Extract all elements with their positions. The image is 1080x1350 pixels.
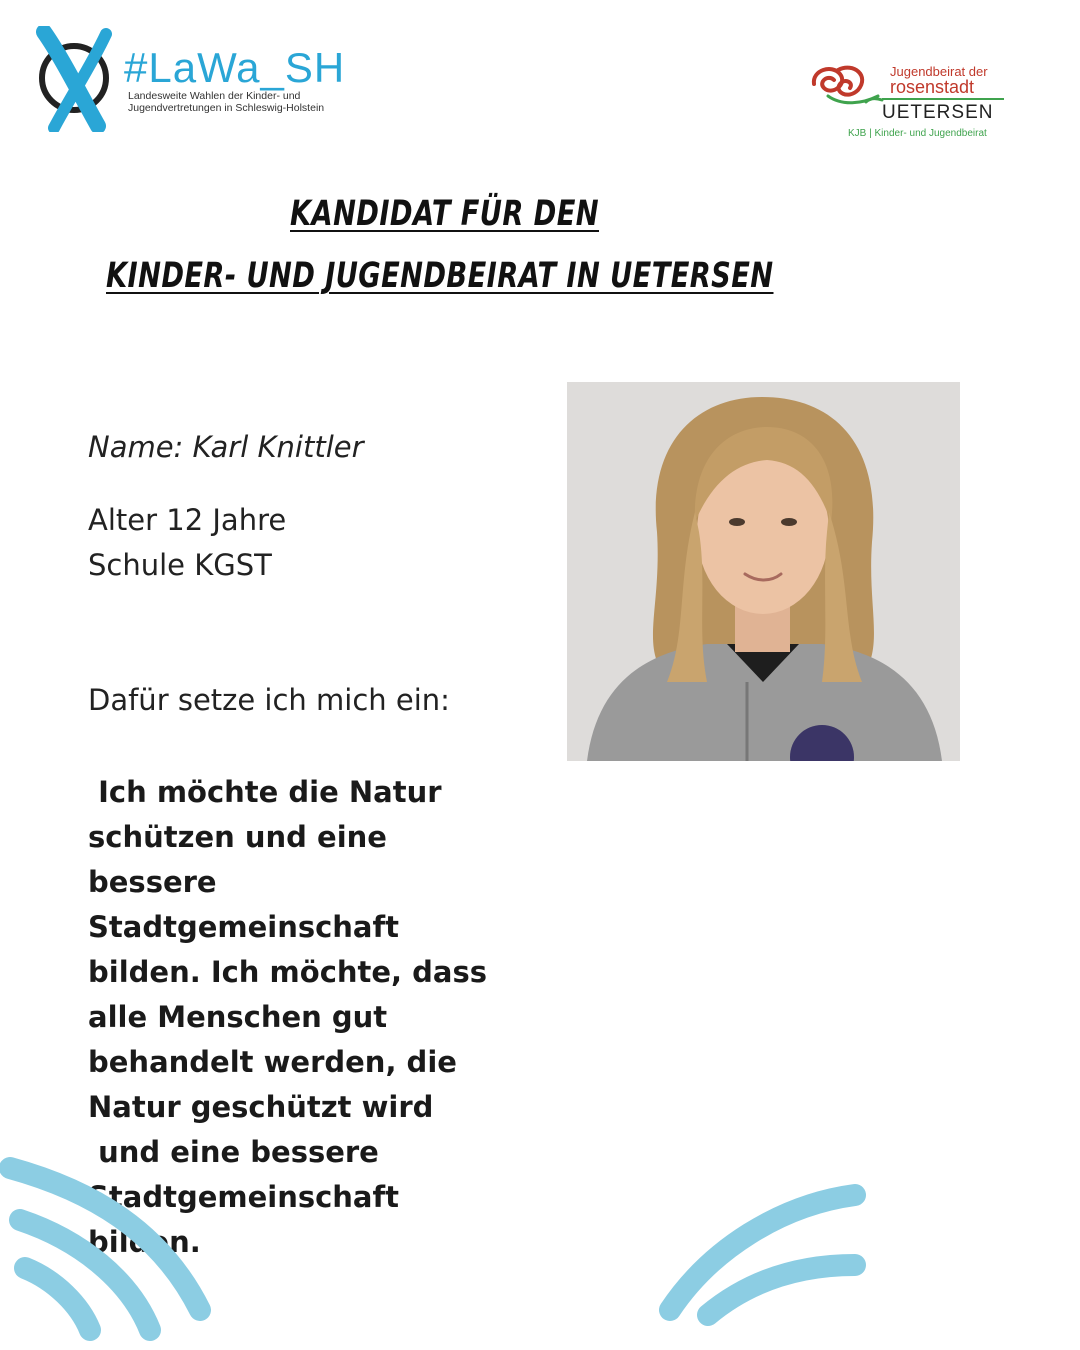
statement-line: bilden.	[88, 1225, 201, 1259]
decorative-strokes-left	[0, 1150, 240, 1350]
candidate-school: Schule KGST	[88, 548, 272, 582]
statement-line: bilden. Ich möchte, dass	[88, 955, 488, 989]
candidate-age: Alter 12 Jahre	[88, 503, 287, 537]
statement-line: Ich möchte die Natur	[88, 775, 442, 809]
portrait-illustration	[567, 382, 960, 761]
kjb-line-3: UETERSEN	[882, 102, 994, 123]
kjb-divider	[882, 98, 1004, 100]
statement-line: und eine bessere	[88, 1135, 379, 1169]
statement-line: alle Menschen gut	[88, 1000, 388, 1034]
statement-line: Stadtgemeinschaft	[88, 910, 399, 944]
candidate-photo	[567, 382, 960, 761]
lawa-subtitle	[128, 90, 368, 114]
statement-line: Natur geschützt wird	[88, 1090, 434, 1124]
statement-line: bessere	[88, 865, 217, 899]
lawa-subtitle-line: Landesweite Wahlen der Kinder- und	[128, 90, 301, 102]
candidate-name: Name: Karl Knittler	[88, 430, 364, 464]
kjb-line-1: Jugendbeirat der	[890, 64, 988, 79]
headline-line-1: KANDIDAT FÜR DEN	[290, 194, 600, 234]
decorative-strokes-right	[650, 1180, 880, 1330]
headline-line-2: KINDER- UND JUGENDBEIRAT IN UETERSEN	[106, 256, 774, 296]
statement-line: behandelt werden, die	[88, 1045, 457, 1079]
lawa-title: #LaWa_SH	[124, 44, 346, 91]
lawa-logo	[36, 26, 366, 136]
kjb-line-4: KJB | Kinder- und Jugendbeirat	[848, 128, 987, 139]
ballot-x-icon	[36, 26, 116, 132]
lawa-subtitle-line: Jugendvertretungen in Schleswig-Holstein	[128, 102, 325, 114]
kjb-line-2: rosenstadt	[890, 77, 975, 97]
kjb-logo	[808, 58, 1008, 148]
statement-line: Stadtgemeinschaft	[88, 1180, 399, 1214]
statement-intro: Dafür setze ich mich ein:	[88, 683, 450, 717]
rose-icon	[808, 62, 886, 110]
statement-line: schützen und eine	[88, 820, 387, 854]
